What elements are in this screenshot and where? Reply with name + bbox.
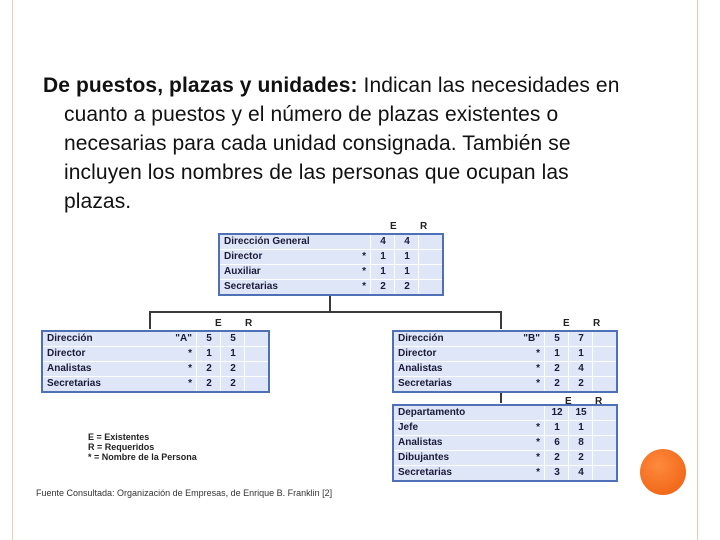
paragraph-lead: De puestos, plazas y unidades: <box>43 74 358 97</box>
row-requeridos: 2 <box>578 452 584 463</box>
column-divider <box>544 332 545 346</box>
table-direccion-a <box>41 330 270 393</box>
row-marker: * <box>536 422 540 433</box>
row-marker: "A" <box>175 333 192 344</box>
column-divider <box>592 451 593 465</box>
row-requeridos: 1 <box>404 251 410 262</box>
row-existentes: 1 <box>380 251 386 262</box>
legend-existentes: E = Existentes <box>88 432 150 442</box>
row-label: Analistas <box>398 363 443 374</box>
row-requeridos: 1 <box>404 266 410 277</box>
column-divider <box>244 347 245 361</box>
column-divider <box>220 362 221 376</box>
row-marker: * <box>362 266 366 277</box>
table-row <box>394 332 616 347</box>
row-marker: * <box>362 251 366 262</box>
header-e: E <box>390 221 397 232</box>
row-label: Analistas <box>398 437 443 448</box>
column-divider <box>370 250 371 264</box>
table-row <box>394 406 616 421</box>
row-requeridos: 2 <box>230 363 236 374</box>
row-existentes: 5 <box>206 333 212 344</box>
table-row <box>394 436 616 451</box>
row-marker: * <box>188 348 192 359</box>
column-divider <box>592 466 593 480</box>
row-existentes: 6 <box>554 437 560 448</box>
row-marker: * <box>362 281 366 292</box>
table-row <box>394 421 616 436</box>
column-divider <box>592 406 593 420</box>
column-divider <box>544 466 545 480</box>
table-row <box>394 466 616 480</box>
row-existentes: 3 <box>554 467 560 478</box>
row-label: Dirección <box>398 333 444 344</box>
header-e: E <box>565 396 572 407</box>
row-requeridos: 7 <box>578 333 584 344</box>
column-divider <box>592 377 593 391</box>
header-r: R <box>593 318 601 329</box>
column-divider <box>394 250 395 264</box>
table-row <box>43 332 268 347</box>
row-marker: * <box>536 437 540 448</box>
table-departamento <box>392 404 618 482</box>
row-existentes: 2 <box>380 281 386 292</box>
row-marker: * <box>536 363 540 374</box>
column-divider <box>418 235 419 249</box>
column-divider <box>196 332 197 346</box>
table-direccion-b <box>392 330 618 393</box>
column-divider <box>544 451 545 465</box>
table-row <box>43 362 268 377</box>
row-marker: "B" <box>523 333 540 344</box>
paragraph-body: Indican las necesidades en cuanto a puestos y el número de plazas existentes o necesarias para cada unidad consignada. También se incluyen los nombres de las personas que ocupan las plazas. <box>64 74 620 213</box>
column-divider <box>196 347 197 361</box>
row-existentes: 1 <box>554 422 560 433</box>
column-divider <box>244 362 245 376</box>
row-label: Secretarias <box>224 281 278 292</box>
row-requeridos: 5 <box>230 333 236 344</box>
column-divider <box>544 421 545 435</box>
column-divider <box>592 347 593 361</box>
column-divider <box>544 362 545 376</box>
legend-requeridos: R = Requeridos <box>88 442 155 452</box>
row-requeridos: 4 <box>578 467 584 478</box>
row-requeridos: 1 <box>578 422 584 433</box>
legend-nombre: * = Nombre de la Persona <box>88 452 197 462</box>
row-marker: * <box>536 348 540 359</box>
slide-paragraph <box>43 71 623 216</box>
connector-left-drop <box>149 311 151 329</box>
row-label: Dirección General <box>224 236 310 247</box>
row-label: Jefe <box>398 422 419 433</box>
row-marker: * <box>188 363 192 374</box>
row-marker: * <box>536 378 540 389</box>
row-existentes: 12 <box>551 407 563 418</box>
column-divider <box>568 451 569 465</box>
column-divider <box>568 347 569 361</box>
row-label: Departamento <box>398 407 466 418</box>
table-row <box>394 377 616 391</box>
column-divider <box>418 265 419 279</box>
column-divider <box>592 421 593 435</box>
header-e: E <box>215 318 222 329</box>
table-row <box>220 250 442 265</box>
column-divider <box>394 235 395 249</box>
table-row <box>220 235 442 250</box>
row-marker <box>338 235 366 249</box>
legend <box>88 432 197 462</box>
column-divider <box>220 332 221 346</box>
column-divider <box>394 280 395 294</box>
table-row <box>43 377 268 391</box>
row-requeridos: 2 <box>404 281 410 292</box>
source-citation: Fuente Consultada: Organización de Empresas, de Enrique B. Franklin [2] <box>36 488 333 498</box>
row-label: Auxiliar <box>224 266 261 277</box>
row-existentes: 2 <box>554 452 560 463</box>
table-row <box>394 362 616 377</box>
row-label: Dibujantes <box>398 452 450 463</box>
row-existentes: 2 <box>206 363 212 374</box>
table-row <box>220 265 442 280</box>
header-r: R <box>595 396 603 407</box>
column-divider <box>544 347 545 361</box>
row-requeridos: 15 <box>575 407 587 418</box>
row-label: Secretarias <box>398 378 452 389</box>
column-divider <box>568 362 569 376</box>
column-divider <box>418 280 419 294</box>
row-existentes: 2 <box>206 378 212 389</box>
row-marker <box>512 406 540 420</box>
connector-horizontal <box>149 311 502 313</box>
table-row <box>43 347 268 362</box>
column-divider <box>568 421 569 435</box>
column-divider <box>568 406 569 420</box>
column-divider <box>196 377 197 391</box>
row-existentes: 1 <box>380 266 386 277</box>
row-requeridos: 8 <box>578 437 584 448</box>
row-existentes: 1 <box>554 348 560 359</box>
column-divider <box>568 466 569 480</box>
column-divider <box>568 332 569 346</box>
header-r: R <box>245 318 253 329</box>
column-divider <box>244 377 245 391</box>
table-direccion-general <box>218 233 444 296</box>
column-divider <box>544 377 545 391</box>
column-divider <box>544 436 545 450</box>
row-requeridos: 4 <box>578 363 584 374</box>
row-existentes: 2 <box>554 378 560 389</box>
table-row <box>394 347 616 362</box>
connector-right-drop <box>500 311 502 329</box>
row-marker: * <box>188 378 192 389</box>
column-divider <box>592 436 593 450</box>
column-divider <box>220 347 221 361</box>
row-marker: * <box>536 452 540 463</box>
row-requeridos: 4 <box>404 236 410 247</box>
orange-circle-decoration <box>640 449 686 495</box>
column-divider <box>592 362 593 376</box>
column-divider <box>568 377 569 391</box>
row-label: Secretarias <box>47 378 101 389</box>
row-marker: * <box>536 467 540 478</box>
header-r: R <box>420 221 428 232</box>
row-existentes: 1 <box>206 348 212 359</box>
column-divider <box>394 265 395 279</box>
column-divider <box>370 280 371 294</box>
column-divider <box>196 362 197 376</box>
row-label: Director <box>224 251 263 262</box>
column-divider <box>370 235 371 249</box>
row-label: Director <box>47 348 86 359</box>
row-existentes: 5 <box>554 333 560 344</box>
row-requeridos: 2 <box>578 378 584 389</box>
column-divider <box>544 406 545 420</box>
row-requeridos: 1 <box>578 348 584 359</box>
header-e: E <box>563 318 570 329</box>
row-requeridos: 1 <box>230 348 236 359</box>
row-existentes: 4 <box>380 236 386 247</box>
column-divider <box>418 250 419 264</box>
row-requeridos: 2 <box>230 378 236 389</box>
column-divider <box>370 265 371 279</box>
row-label: Secretarias <box>398 467 452 478</box>
row-label: Analistas <box>47 363 92 374</box>
column-divider <box>568 436 569 450</box>
row-label: Dirección <box>47 333 93 344</box>
column-divider <box>592 332 593 346</box>
table-row <box>220 280 442 294</box>
row-existentes: 2 <box>554 363 560 374</box>
table-row <box>394 451 616 466</box>
column-divider <box>220 377 221 391</box>
row-label: Director <box>398 348 437 359</box>
column-divider <box>244 332 245 346</box>
